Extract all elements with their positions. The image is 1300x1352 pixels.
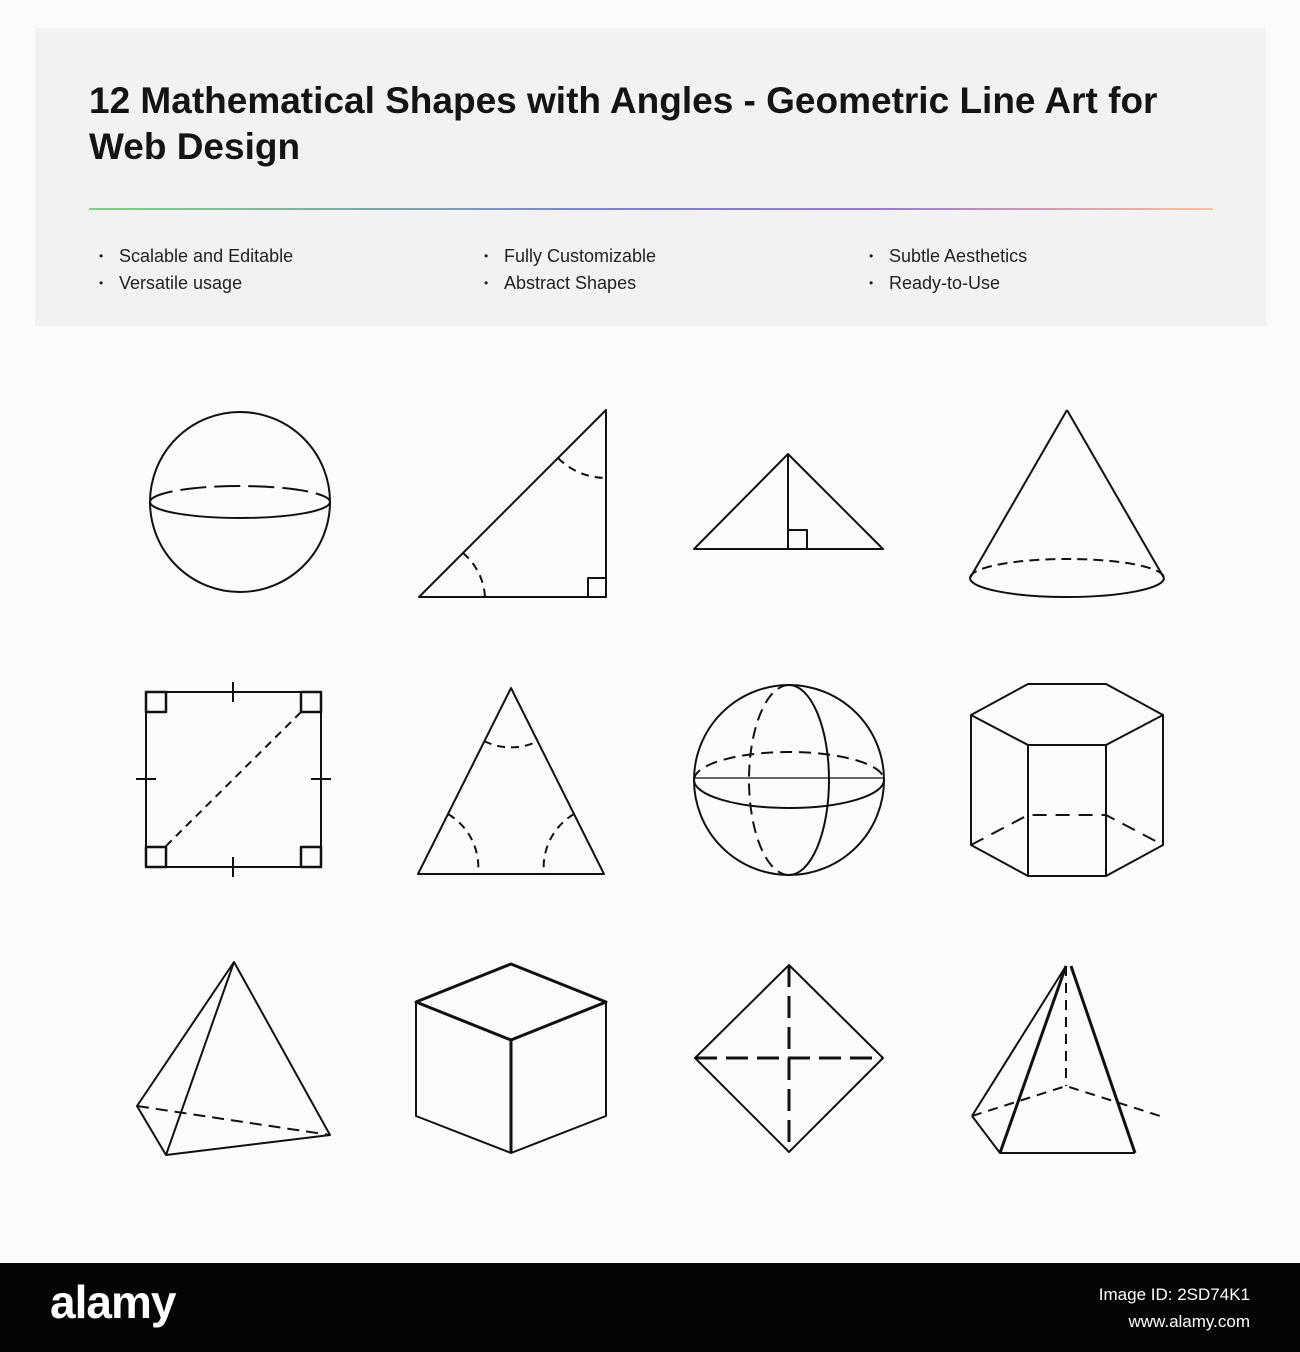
right-triangle-shape [419,410,606,597]
gradient-divider [89,208,1213,210]
feature-item: • Scalable and Editable [99,246,294,266]
shapes-grid [0,340,1300,1240]
image-info [1099,1281,1250,1335]
page-title: 12 Mathematical Shapes with Angles - Geometric Line Art for Web Design [89,80,1158,167]
square-with-diagonal-shape [136,682,331,877]
header-panel [35,28,1266,326]
alamy-logo[interactable]: alamy [50,1276,176,1328]
globe-shape [694,685,884,875]
site-url[interactable]: www.alamy.com [1128,1312,1250,1331]
feature-item: • Ready-to-Use [869,273,1001,293]
image-id: Image ID: 2SD74K1 [1098,1285,1250,1304]
equilateral-triangle-shape [418,688,604,874]
square-pyramid-shape [972,966,1160,1153]
hexagonal-prism-shape [971,684,1163,876]
octahedron-shape [695,965,883,1152]
feature-list [99,242,1259,302]
cone-shape [970,410,1164,597]
sphere-with-equator-shape [150,412,330,592]
feature-item: • Versatile usage [99,273,243,293]
feature-item: • Abstract Shapes [484,273,637,293]
isosceles-triangle-shape [694,454,883,549]
footer-bar [0,1263,1300,1352]
feature-item: • Subtle Aesthetics [869,246,1028,266]
feature-item: • Fully Customizable [484,246,657,266]
tetrahedron-shape [137,962,330,1155]
cube-shape [416,964,606,1153]
